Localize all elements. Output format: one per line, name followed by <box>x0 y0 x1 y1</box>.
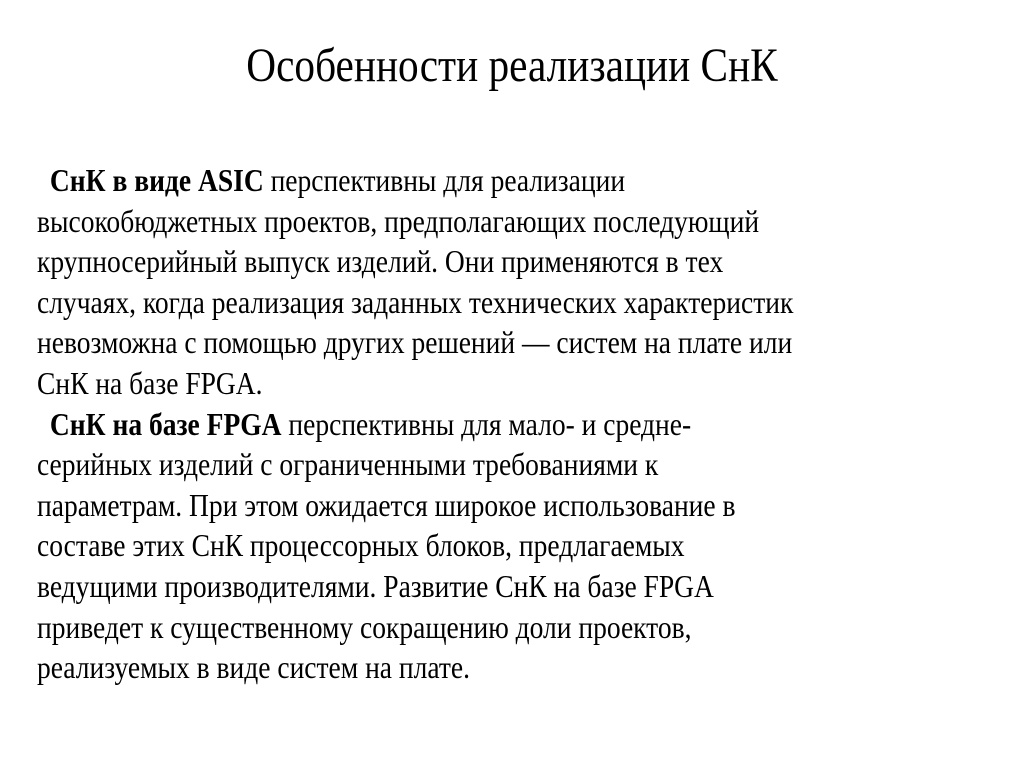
paragraph-line: случаях, когда реализация заданных технических характеристик <box>37 283 794 320</box>
paragraph-line: серийных изделий с ограниченными требованиями к <box>37 446 659 483</box>
bold-lead-asic: СнК в виде ASIC <box>49 162 264 198</box>
paragraph-line: СнК на базе FPGA перспективны для мало- и средне- <box>49 405 692 442</box>
paragraph-line: реализуемых в виде систем на плате. <box>37 649 470 686</box>
paragraph-line: ведущими производителями. Развитие СнК на базе FPGA <box>37 567 714 604</box>
paragraph-line: приведет к существенному сокращению доли проектов, <box>37 608 692 645</box>
slide-title: Особенности реализации СнК <box>246 39 778 92</box>
paragraph-line: параметрам. При этом ожидается широкое использование в <box>37 486 736 523</box>
bold-lead-fpga: СнК на базе FPGA <box>49 405 282 442</box>
paragraph-fpga <box>37 404 997 688</box>
paragraph-line: СнК в виде ASIC перспективны для реализации <box>49 162 626 198</box>
paragraph-line: составе этих СнК процессорных блоков, предлагаемых <box>37 527 685 564</box>
slide-body <box>37 160 997 688</box>
paragraph-asic <box>37 160 997 404</box>
paragraph-line: невозможна с помощью других решений — систем на плате или <box>37 324 793 361</box>
paragraph-line: крупносерийный выпуск изделий. Они применяются в тех <box>37 243 724 280</box>
paragraph-line: высокобюджетных проектов, предполагающих последующий <box>37 202 760 239</box>
paragraph-line: СнК на базе FPGA. <box>37 364 263 401</box>
